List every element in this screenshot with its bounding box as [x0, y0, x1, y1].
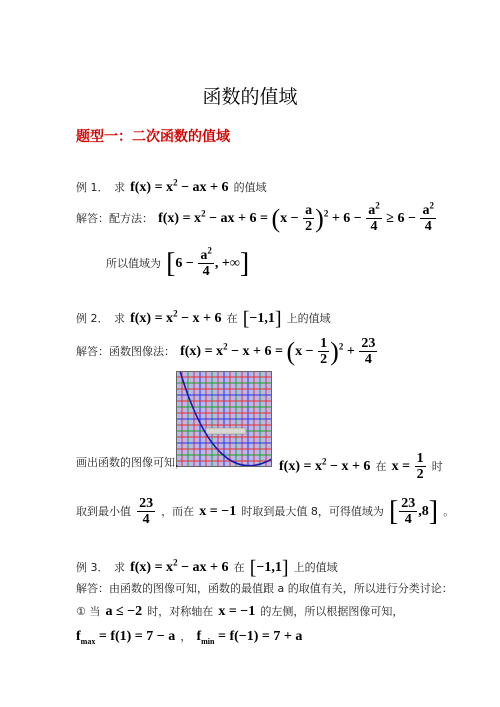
section-heading: 题型一：二次函数的值域 [76, 129, 230, 145]
example-3-case-1 [76, 600, 403, 620]
example-2-answer-label: 解答：函数图像法： [76, 345, 175, 359]
page-title: 函数的值域 [202, 86, 298, 108]
example-1-question [76, 176, 267, 196]
example-1-range-label: 所以值域为 [106, 257, 161, 271]
conclusion-part-a: 取到最小值 [76, 505, 131, 519]
conclusion-part-c: 时取到最大值 8，可得值域为 [241, 505, 384, 519]
conclusion-period: 。 [443, 505, 455, 519]
graph-function: $f(x) = x^2 - x + 6$ [279, 456, 371, 475]
example-3-mid: 在 [233, 561, 245, 574]
example-2-label: 例 2． 求 [76, 312, 125, 325]
example-1-range-expr: [6 − $\frac{a^2}{4}$ , +∞] [166, 245, 250, 280]
case-1-axis: x = −1 [218, 604, 256, 619]
graph-x-value: x = $\frac{1}{2}$ [391, 451, 424, 483]
conclusion-range: [ $\frac{23}{4}$ ,8] [388, 495, 439, 528]
example-1-label: 例 1． 求 [76, 181, 125, 194]
example-1-range [106, 245, 250, 280]
example-1-function: $f(x) = x^2$ − ax + 6 [130, 177, 229, 195]
example-2-question [76, 307, 331, 330]
graph-tail: 时 [431, 460, 443, 474]
case-1-mid: 时，对称轴在 [147, 605, 214, 618]
graph-caption: 画出函数的图像可知， [76, 456, 186, 469]
example-2-interval: [−1,1] [242, 307, 282, 330]
conclusion-x-value: x = −1 [199, 504, 237, 520]
example-3-label: 例 3． 求 [76, 561, 125, 574]
example-2-answer [76, 336, 378, 368]
example-1-tail: 的值域 [233, 181, 267, 194]
example-3-interval: [−1,1] [249, 556, 289, 579]
example-2-tail: 上的值域 [286, 312, 331, 325]
case-1-prefix: ① 当 [76, 605, 101, 618]
f-max-expr: $f_{max} = f(1) = 7 - a$ [76, 629, 176, 646]
example-3-answer-line: 解答：由函数的图像可知，函数的最值跟 a 的取值有关，所以进行分类讨论： [76, 582, 453, 595]
example-1-answer [76, 200, 437, 235]
example-3-extrema [76, 625, 302, 645]
example-1-answer-label: 解答：配方法： [76, 212, 153, 226]
conclusion-min-value: $\frac{23}{4}$ [139, 496, 154, 528]
example-2-function: $f(x) = x^2 - x + 6$ [130, 308, 222, 326]
example-2-graph-line [76, 451, 186, 470]
f-min-expr: $f_{min} = f(-1) = 7 + a$ [196, 629, 303, 646]
example-3-question [76, 556, 338, 579]
conclusion-part-b: ，而在 [161, 505, 195, 519]
example-2-graph-expr-line [279, 451, 443, 483]
example-1-answer-expr: $f(x) = x^2$ − ax + 6 = (x − $\frac{a}{2}$ )$^2$ + 6 − $\frac{a^2}{4}$ ≥ 6 − $\frac{a^2}{4}$ [158, 200, 434, 235]
example-2-mid: 在 [226, 312, 238, 325]
case-1-condition: a ≤ −2 [105, 604, 143, 619]
example-2-answer-expr: $f(x) = x^2 - x + 6 = (x$ − $\frac{1}{2}$ )$^2$ + $\frac{23}{4}$ [180, 336, 376, 368]
case-1-tail: 的左侧，所以根据图像可知， [260, 605, 404, 618]
function-graph-image [176, 371, 272, 467]
example-3-function: $f(x) = x^2$ − ax + 6 [130, 557, 229, 575]
extrema-separator: ， [180, 630, 192, 643]
example-2-conclusion [76, 496, 454, 528]
parabola-graph [176, 371, 272, 467]
example-3-tail: 上的值域 [293, 561, 338, 574]
graph-mid: 在 [375, 460, 387, 474]
